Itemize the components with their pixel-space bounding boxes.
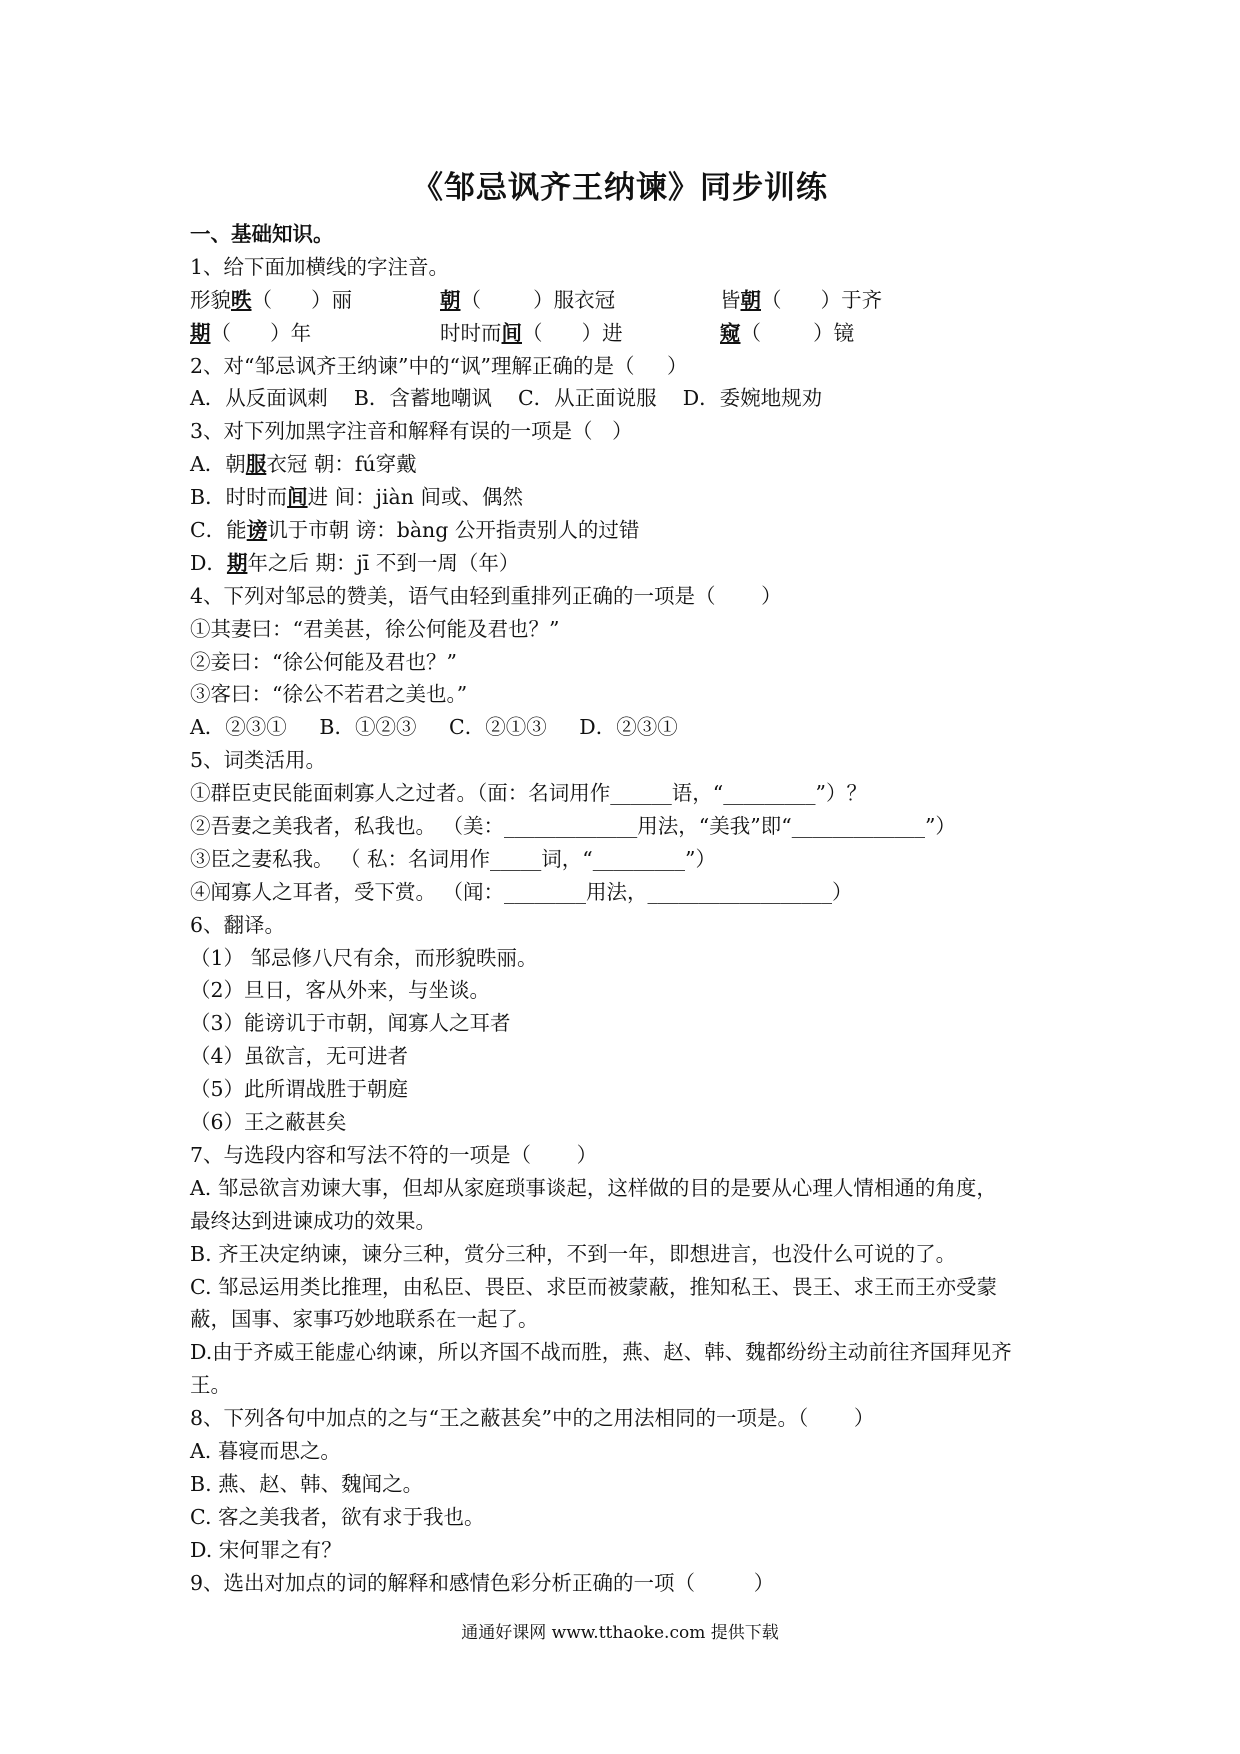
question-7-line: 最终达到进谏成功的效果。 [190, 1208, 436, 1233]
question-8-option: B. 燕、赵、韩、魏闻之。 [190, 1471, 424, 1496]
question-8-option: C. 客之美我者，欲有求于我也。 [190, 1504, 485, 1529]
question-5-line: ③臣之妻私我。 （ 私：名词用作_____词，“_________”） [190, 846, 716, 871]
question-8-option: D. 宋何罪之有？ [190, 1537, 342, 1562]
question-3-option-a: A．朝服衣冠 朝：fú穿戴 [190, 452, 417, 477]
question-4-line: ①其妻曰：“君美甚，徐公何能及君也？” [190, 616, 560, 641]
section-heading: 一、基础知识。 [190, 222, 334, 246]
pinyin-item: 形貌昳（ ）丽 [190, 287, 353, 312]
question-7-line: D.由于齐威王能虚心纳谏，所以齐国不战而胜，燕、赵、韩、魏都纷纷主动前往齐国拜见齐 [190, 1340, 1012, 1365]
question-7-stem: 7、与选段内容和写法不符的一项是（ ） [190, 1142, 598, 1167]
pinyin-item: 窥（ ）镜 [720, 320, 855, 345]
question-6-line: （2）旦日，客从外来，与坐谈。 [190, 978, 491, 1003]
question-6-line: （3）能谤讥于市朝，闻寡人之耳者 [190, 1011, 511, 1036]
question-6-line: （4）虽欲言，无可进者 [190, 1044, 409, 1069]
question-4-line: ③客曰：“徐公不若君之美也。” [190, 682, 468, 707]
question-3-stem: 3、对下列加黑字注音和解释有误的一项是（ ） [190, 419, 633, 444]
question-5-line: ①群臣吏民能面刺寡人之过者。（面：名词用作______语，“_________”）？ [190, 781, 867, 806]
question-5-line: ④闻寡人之耳者，受下赏。 （闻：________用法，__________________） [190, 879, 853, 904]
question-7-line: B. 齐王决定纳谏，谏分三种，赏分三种，不到一年，即想进言，也没什么可说的了。 [190, 1241, 957, 1266]
pinyin-item: 朝（ ）服衣冠 [440, 287, 616, 312]
exercise-body [190, 218, 1070, 1599]
question-4-options: A．②③① B．①②③ C．②①③ D．②③① [190, 715, 678, 740]
question-7-line: C. 邹忌运用类比推理，由私臣、畏臣、求臣而被蒙蔽，推知私王、畏王、求王而王亦受蒙 [190, 1274, 997, 1299]
document-title: 《邹忌讽齐王纳谏》同步训练 [412, 170, 828, 206]
question-2-options: A．从反面讽刺 B．含蓄地嘲讽 C．从正面说服 D．委婉地规劝 [190, 386, 823, 411]
pinyin-item: 皆朝（ ）于齐 [720, 287, 883, 312]
question-5-stem: 5、词类活用。 [190, 748, 327, 773]
question-7-line: 蔽，国事、家事巧妙地联系在一起了。 [190, 1307, 539, 1332]
question-5-line: ②吾妻之美我者，私我也。 （美：_____________用法，“美我”即“_____________”） [190, 814, 956, 839]
pinyin-item: 期（ ）年 [190, 320, 312, 345]
question-7-line: 王。 [190, 1373, 231, 1398]
question-7-line: A. 邹忌欲言劝谏大事，但却从家庭琐事谈起，这样做的目的是要从心理人情相通的角度， [190, 1175, 997, 1200]
question-9-stem: 9、选出对加点的词的解释和感情色彩分析正确的一项（ ） [190, 1570, 775, 1595]
question-4-line: ②妾曰：“徐公何能及君也？” [190, 649, 457, 674]
question-1-stem: 1、给下面加横线的字注音。 [190, 254, 450, 279]
question-4-stem: 4、下列对邹忌的赞美，语气由轻到重排列正确的一项是（ ） [190, 583, 782, 608]
page-footer: 通通好课网 www.tthaoke.com 提供下载 [461, 1623, 779, 1643]
question-6-stem: 6、翻译。 [190, 912, 286, 937]
question-8-stem: 8、下列各句中加点的之与“王之蔽甚矣”中的之用法相同的一项是。（ ） [190, 1406, 875, 1431]
question-6-line: （1） 邹忌修八尺有余，而形貌昳丽。 [190, 945, 538, 970]
question-3-option-b: B．时时而间进 间：jiàn 间或、偶然 [190, 485, 523, 510]
question-2-stem: 2、对“邹忌讽齐王纳谏”中的“讽”理解正确的是（ ） [190, 353, 688, 378]
question-1-row-2 [190, 317, 1070, 350]
pinyin-item: 时时而间（ ）进 [440, 320, 623, 345]
question-8-option: A. 暮寝而思之。 [190, 1438, 341, 1463]
question-3-option-c: C．能谤讥于市朝 谤：bàng 公开指责别人的过错 [190, 518, 640, 543]
question-6-line: （5）此所谓战胜于朝庭 [190, 1077, 409, 1102]
question-6-line: （6）王之蔽甚矣 [190, 1110, 347, 1135]
question-3-option-d: D．期年之后 期：jī 不到一周（年） [190, 550, 520, 575]
question-1-row-1 [190, 284, 1070, 317]
